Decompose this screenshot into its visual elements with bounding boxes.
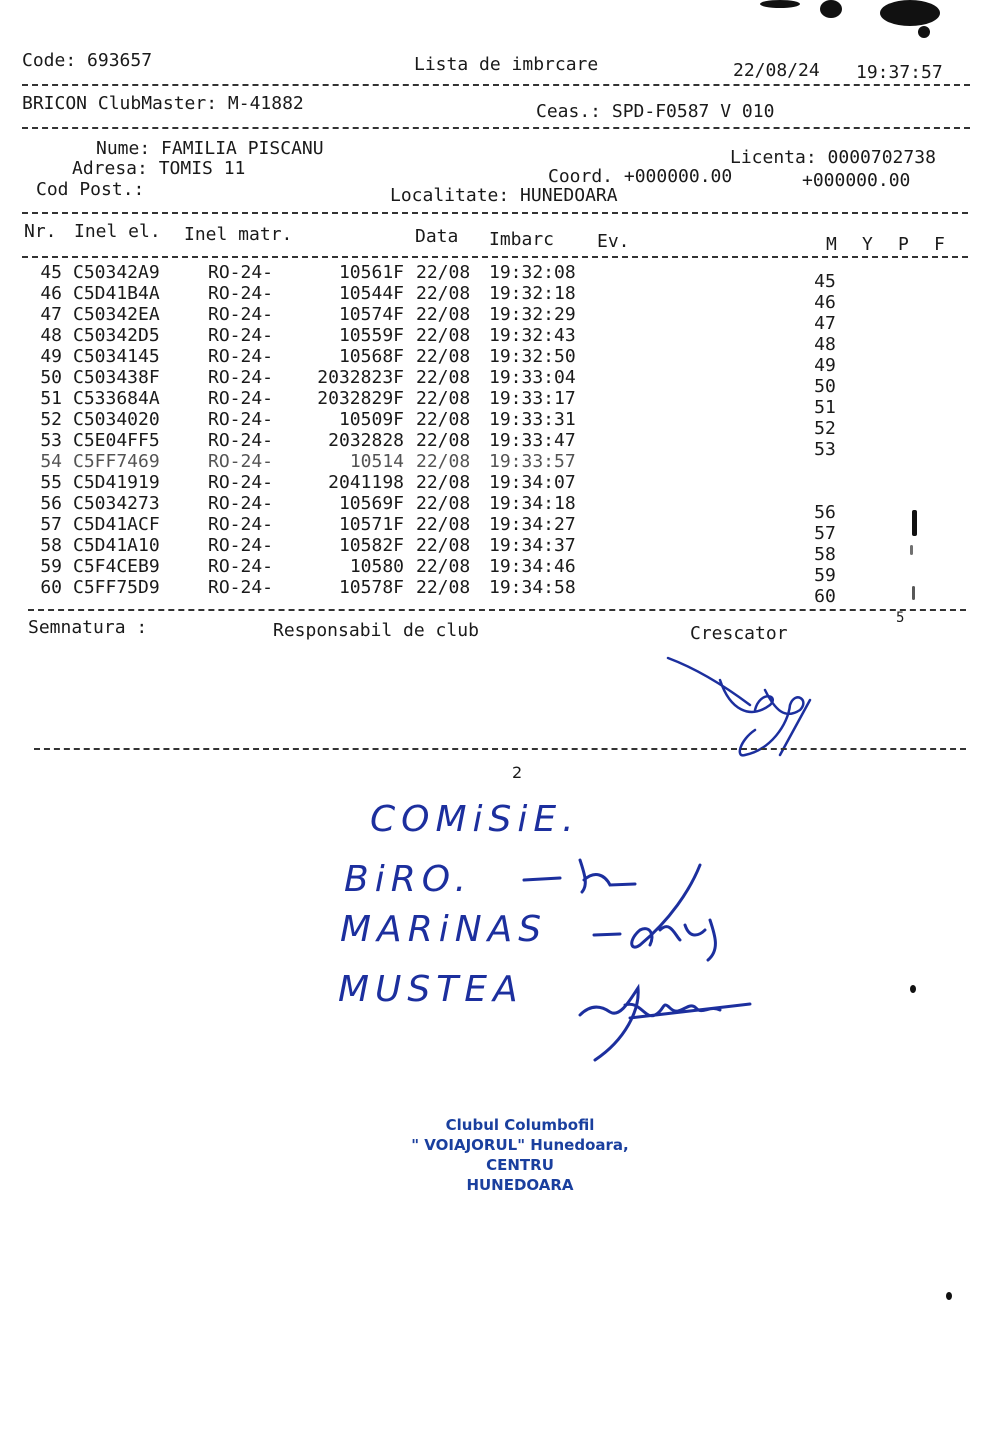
row-electronic-ring: C5F4CEB9	[73, 556, 160, 577]
club-master-label: BRICON ClubMaster: M-41882	[22, 93, 304, 114]
row-ring-number: 10569F	[338, 493, 404, 514]
page-number: 2	[512, 763, 523, 782]
row-electronic-ring: C5034273	[73, 493, 160, 514]
row-m: 57	[814, 523, 836, 544]
locality: Localitate: HUNEDOARA	[390, 185, 618, 206]
row-date: 22/08	[416, 535, 471, 556]
print-date: 22/08/24	[733, 60, 820, 81]
row-electronic-ring: C503438F	[73, 367, 160, 388]
row-time: 19:34:18	[489, 493, 576, 514]
table-row	[0, 304, 1004, 334]
col-y: Y	[862, 234, 873, 255]
row-ring-number: 2041198	[328, 472, 404, 493]
divider	[22, 127, 970, 129]
row-date: 22/08	[416, 325, 471, 346]
row-ring-number: 10544F	[338, 283, 404, 304]
row-m: 46	[814, 292, 836, 313]
row-nr: 56	[40, 493, 62, 514]
commission-member-mustea: MUSTEA	[338, 969, 524, 1010]
row-date: 22/08	[416, 409, 471, 430]
row-nr: 54	[40, 451, 62, 472]
table-row	[0, 283, 1004, 313]
row-electronic-ring: C50342A9	[73, 262, 160, 283]
table-row	[0, 493, 1004, 523]
row-ring-prefix: RO-24-	[208, 514, 274, 535]
row-ring-prefix: RO-24-	[208, 304, 274, 325]
col-p: P	[898, 234, 909, 255]
row-ring-prefix: RO-24-	[208, 388, 274, 409]
row-date: 22/08	[416, 451, 471, 472]
row-nr: 48	[40, 325, 62, 346]
table-row	[0, 535, 1004, 565]
ink-smudge	[880, 0, 940, 26]
row-ring-number: 10514	[349, 451, 404, 472]
table-row	[0, 514, 1004, 544]
row-ring-number: 10568F	[338, 346, 404, 367]
row-electronic-ring: C5D41ACF	[73, 514, 160, 535]
row-ring-number: 2032828	[328, 430, 404, 451]
row-ring-number: 10571F	[338, 514, 404, 535]
breeder-signature	[660, 650, 830, 770]
row-ring-prefix: RO-24-	[208, 556, 274, 577]
row-ring-prefix: RO-24-	[208, 451, 274, 472]
row-m: 48	[814, 334, 836, 355]
divider	[22, 84, 970, 86]
row-ring-prefix: RO-24-	[208, 493, 274, 514]
row-date: 22/08	[416, 367, 471, 388]
license-number: Licenta: 0000702738	[730, 147, 936, 168]
row-ring-prefix: RO-24-	[208, 346, 274, 367]
coord-lon: +000000.00	[802, 170, 911, 191]
row-time: 19:32:08	[489, 262, 576, 283]
row-time: 19:32:43	[489, 325, 576, 346]
divider	[28, 609, 966, 611]
row-date: 22/08	[416, 388, 471, 409]
row-electronic-ring: C5034145	[73, 346, 160, 367]
row-electronic-ring: C5D41919	[73, 472, 160, 493]
row-nr: 57	[40, 514, 62, 535]
row-nr: 45	[40, 262, 62, 283]
table-row	[0, 474, 1004, 494]
stamp-line-1: Clubul Columbofil	[445, 1116, 595, 1134]
postal-code-label: Cod Post.:	[36, 179, 145, 200]
row-date: 22/08	[416, 346, 471, 367]
row-nr: 55	[40, 472, 62, 493]
row-electronic-ring: C533684A	[73, 388, 160, 409]
row-date: 22/08	[416, 283, 471, 304]
row-nr: 60	[40, 577, 62, 598]
club-stamp	[390, 1115, 650, 1195]
row-nr: 53	[40, 430, 62, 451]
row-ring-prefix: RO-24-	[208, 430, 274, 451]
col-inel-matr: Inel matr.	[184, 224, 293, 245]
row-m: 60	[814, 586, 836, 607]
row-electronic-ring: C5FF75D9	[73, 577, 160, 598]
stamp-line-2: " VOIAJORUL" Hunedoara,	[411, 1136, 629, 1154]
row-ring-prefix: RO-24-	[208, 409, 274, 430]
ink-smudge	[918, 26, 930, 38]
row-ring-number: 10580	[349, 556, 404, 577]
row-m: 50	[814, 376, 836, 397]
commission-heading: COMiSiE.	[370, 799, 580, 840]
row-ring-prefix: RO-24-	[208, 283, 274, 304]
code-label: Code: 693657	[22, 50, 153, 71]
table-row	[0, 346, 1004, 376]
col-inel-el: Inel el.	[74, 221, 161, 242]
row-time: 19:34:46	[489, 556, 576, 577]
row-m: 58	[814, 544, 836, 565]
row-ring-number: 2032829F	[317, 388, 404, 409]
table-row	[0, 388, 1004, 418]
row-m: 51	[814, 397, 836, 418]
row-nr: 50	[40, 367, 62, 388]
row-electronic-ring: C5D41B4A	[73, 283, 160, 304]
row-ring-number: 10509F	[338, 409, 404, 430]
row-electronic-ring: C50342D5	[73, 325, 160, 346]
divider	[22, 212, 968, 214]
row-ring-prefix: RO-24-	[208, 472, 274, 493]
col-m: M	[826, 234, 837, 255]
row-time: 19:32:50	[489, 346, 576, 367]
divider	[22, 256, 968, 258]
row-date: 22/08	[416, 472, 471, 493]
row-time: 19:32:29	[489, 304, 576, 325]
row-ring-prefix: RO-24-	[208, 577, 274, 598]
row-m: 56	[814, 502, 836, 523]
owner-address: Adresa: TOMIS 11	[72, 158, 246, 179]
table-row	[0, 430, 1004, 460]
owner-name: Nume: FAMILIA PISCANU	[96, 138, 324, 159]
row-date: 22/08	[416, 577, 471, 598]
row-nr: 46	[40, 283, 62, 304]
row-electronic-ring: C5D41A10	[73, 535, 160, 556]
row-ring-prefix: RO-24-	[208, 325, 274, 346]
breeder-label: Crescator	[690, 623, 788, 644]
row-ring-number: 10582F	[338, 535, 404, 556]
table-row	[0, 409, 1004, 439]
marinas-signature	[590, 860, 740, 970]
print-time: 19:37:57	[856, 62, 943, 83]
row-nr: 58	[40, 535, 62, 556]
ink-tick	[910, 545, 913, 555]
table-row	[0, 325, 1004, 355]
row-time: 19:33:17	[489, 388, 576, 409]
row-time: 19:33:57	[489, 451, 576, 472]
stamp-line-3: CENTRU	[486, 1156, 554, 1174]
col-imbarc: Imbarc	[489, 229, 555, 250]
row-nr: 47	[40, 304, 62, 325]
commission-member-biro: BiRO.	[344, 859, 473, 900]
row-electronic-ring: C5E04FF5	[73, 430, 160, 451]
row-ring-prefix: RO-24-	[208, 262, 274, 283]
row-time: 19:34:58	[489, 577, 576, 598]
row-nr: 52	[40, 409, 62, 430]
table-row	[0, 453, 1004, 473]
row-electronic-ring: C5034020	[73, 409, 160, 430]
table-row	[0, 262, 1004, 292]
divider	[34, 748, 966, 750]
row-electronic-ring: C5FF7469	[73, 451, 160, 472]
row-date: 22/08	[416, 430, 471, 451]
table-row	[0, 577, 1004, 607]
ink-smudge	[760, 0, 800, 8]
row-ring-number: 10559F	[338, 325, 404, 346]
row-m: 59	[814, 565, 836, 586]
row-m: 53	[814, 439, 836, 460]
row-nr: 51	[40, 388, 62, 409]
row-date: 22/08	[416, 493, 471, 514]
row-time: 19:33:47	[489, 430, 576, 451]
ink-speck	[946, 1292, 952, 1300]
col-nr: Nr.	[24, 221, 57, 242]
row-date: 22/08	[416, 262, 471, 283]
row-nr: 59	[40, 556, 62, 577]
document-title: Lista de imbrcare	[414, 54, 599, 75]
row-ring-prefix: RO-24-	[208, 367, 274, 388]
col-data: Data	[415, 226, 459, 247]
row-nr: 49	[40, 346, 62, 367]
table-row	[0, 367, 1004, 397]
table-row	[0, 556, 1004, 586]
row-ring-number: 10578F	[338, 577, 404, 598]
row-time: 19:33:04	[489, 367, 576, 388]
col-f: F	[934, 234, 945, 255]
col-ev: Ev.	[597, 231, 630, 252]
dash-mark: 5	[896, 610, 905, 626]
row-ring-number: 10561F	[338, 262, 404, 283]
row-electronic-ring: C50342EA	[73, 304, 160, 325]
coord-lat: Coord. +000000.00	[548, 166, 733, 187]
signature-label: Semnatura :	[28, 617, 148, 638]
row-date: 22/08	[416, 304, 471, 325]
row-time: 19:34:07	[489, 472, 576, 493]
commission-member-marinas: MARiNAS	[340, 909, 548, 950]
row-m: 52	[814, 418, 836, 439]
ink-smudge	[820, 0, 842, 18]
stamp-line-4: HUNEDOARA	[466, 1176, 574, 1194]
row-ring-number: 10574F	[338, 304, 404, 325]
row-time: 19:33:31	[489, 409, 576, 430]
row-ring-prefix: RO-24-	[208, 535, 274, 556]
row-time: 19:34:37	[489, 535, 576, 556]
row-time: 19:34:27	[489, 514, 576, 535]
row-ring-number: 2032823F	[317, 367, 404, 388]
row-date: 22/08	[416, 556, 471, 577]
row-time: 19:32:18	[489, 283, 576, 304]
row-m: 49	[814, 355, 836, 376]
clock-label: Ceas.: SPD-F0587 V 010	[536, 101, 775, 122]
ink-tick	[912, 510, 917, 536]
row-m: 45	[814, 271, 836, 292]
row-date: 22/08	[416, 514, 471, 535]
club-responsible-label: Responsabil de club	[273, 620, 479, 641]
ink-tick	[912, 586, 915, 600]
mustea-signature	[570, 960, 760, 1070]
row-m: 47	[814, 313, 836, 334]
ink-speck	[910, 985, 916, 993]
